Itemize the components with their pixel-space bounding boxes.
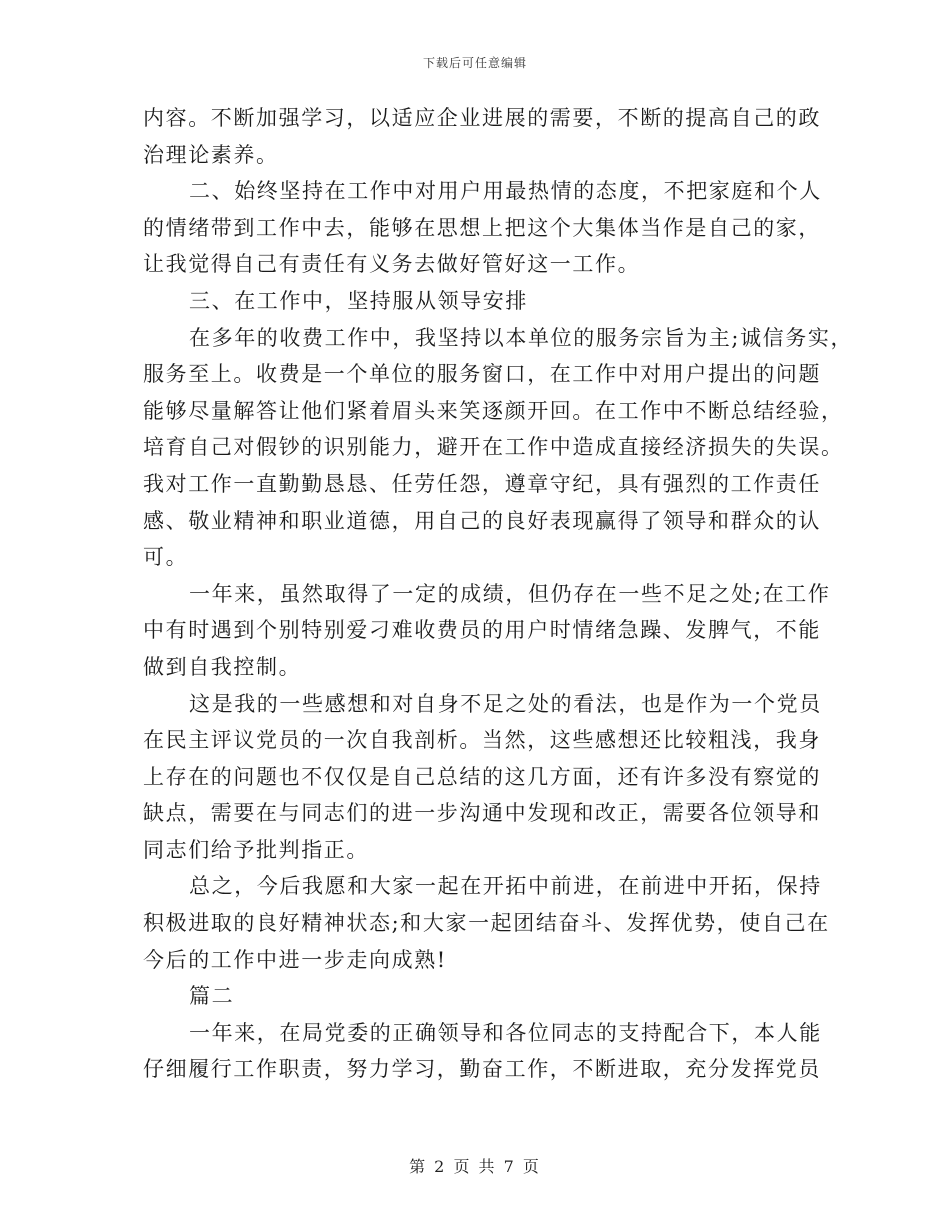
text-line: 同志们给予批判指正。 <box>143 837 369 862</box>
text-line: 在民主评议党员的一次自我剖析。当然，这些感想还比较粗浅，我身 <box>143 728 821 753</box>
text-line: 这是我的一些感想和对自身不足之处的看法，也是作为一个党员 <box>189 691 822 716</box>
text-line: 治理论素养。 <box>143 142 279 167</box>
text-line: 能够尽量解答让他们紧着眉头来笑逐颜开回。在工作中不断总结经验， <box>143 398 844 423</box>
text-line: 可。 <box>143 545 189 570</box>
text-line: 做到自我控制。 <box>143 654 302 679</box>
text-line: 让我觉得自己有责任有义务去做好管好这一工作。 <box>143 252 641 277</box>
section-heading: 三、在工作中，坚持服从领导安排 <box>189 288 528 313</box>
text-line: 内容。不断加强学习，以适应企业进展的需要，不断的提高自己的政 <box>143 106 821 130</box>
text-line: 二、始终坚持在工作中对用户用最热情的态度，不把家庭和个人 <box>189 179 822 204</box>
text-line: 服务至上。收费是一个单位的服务窗口，在工作中对用户提出的问题 <box>143 362 821 387</box>
text-line: 中有时遇到个别特别爱刁难收费员的用户时情绪急躁、发脾气，不能 <box>143 618 821 643</box>
text-line: 我对工作一直勤勤恳恳、任劳任怨，遵章守纪，具有强烈的工作责任 <box>143 471 821 496</box>
text-line: 今后的工作中进一步走向成熟! <box>143 947 447 972</box>
page-number: 第 2 页 共 7 页 <box>409 1157 541 1176</box>
text-line: 仔细履行工作职责，努力学习，勤奋工作，不断进取，充分发挥党员 <box>143 1057 821 1082</box>
text-line: 积极进取的良好精神状态;和大家一起团结奋斗、发挥优势，使自己在 <box>143 911 830 936</box>
document-body <box>143 100 854 1088</box>
text-line: 感、敬业精神和职业道德，用自己的良好表现赢得了领导和群众的认 <box>143 508 821 533</box>
page-header: 下载后可任意编辑 <box>422 56 527 70</box>
text-line: 一年来，在局党委的正确领导和各位同志的支持配合下，本人能 <box>189 1020 822 1045</box>
text-line: 在多年的收费工作中，我坚持以本单位的服务宗旨为主;诚信务实， <box>189 325 854 350</box>
text-line: 一年来，虽然取得了一定的成绩，但仍存在一些不足之处;在工作 <box>189 581 831 606</box>
section-title: 篇二 <box>189 984 235 1009</box>
text-line: 的情绪带到工作中去，能够在思想上把这个大集体当作是自己的家， <box>143 215 821 240</box>
text-line: 总之，今后我愿和大家一起在开拓中前进，在前进中开拓，保持 <box>189 874 822 899</box>
text-line: 培育自己对假钞的识别能力，避开在工作中造成直接经济损失的失误。 <box>143 435 844 460</box>
text-line: 上存在的问题也不仅仅是自己总结的这几方面，还有许多没有察觉的 <box>143 764 821 789</box>
text-line: 缺点，需要在与同志们的进一步沟通中发现和改正，需要各位领导和 <box>143 801 821 826</box>
